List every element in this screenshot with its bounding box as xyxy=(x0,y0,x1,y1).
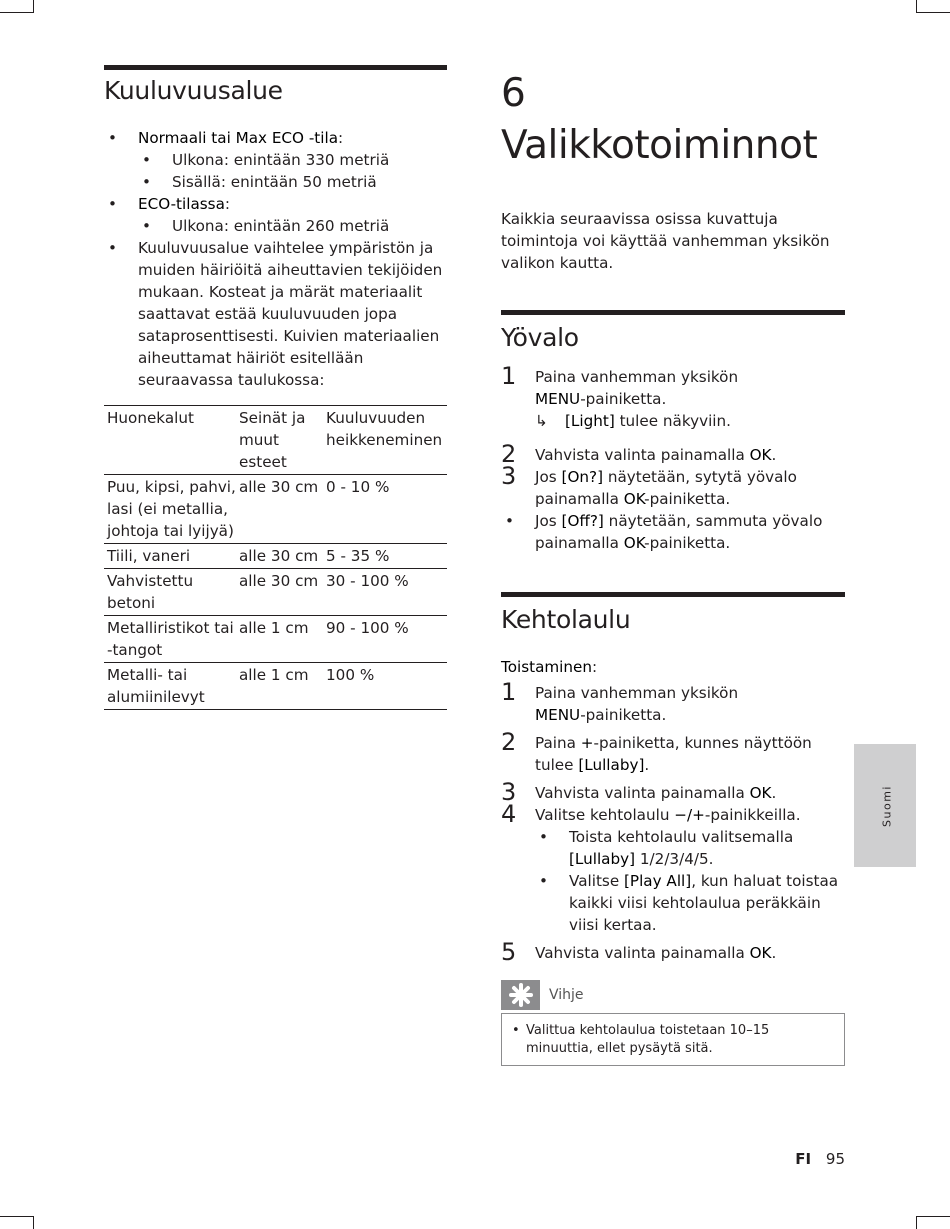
subheading: Toistaminen: xyxy=(501,658,598,676)
table-cell: 0 - 10 % xyxy=(323,475,447,544)
crop-mark xyxy=(916,0,917,12)
table-cell: Tiili, vaneri xyxy=(104,544,236,569)
step-number: 3 xyxy=(501,462,517,490)
tip-content: • Valittua kehtolaulua toistetaan 10–15 minuuttia, ellet pysäytä sitä. xyxy=(501,1013,845,1066)
section-heading-kuuluvuusalue: Kuuluvuusalue xyxy=(104,76,283,105)
page-footer xyxy=(760,1150,845,1168)
crop-mark xyxy=(916,1216,917,1229)
table-cell: 5 - 35 % xyxy=(323,544,447,569)
table-row xyxy=(104,569,447,616)
step-item: 3 Jos [On?] näytetään, sytytä yövalo painamalla OK-painiketta. xyxy=(501,462,797,508)
table-row xyxy=(104,616,447,663)
table-cell: alle 1 cm xyxy=(236,663,323,710)
section-heading-kehtolaulu: Kehtolaulu xyxy=(501,605,631,634)
step-number: 1 xyxy=(501,362,517,390)
crop-mark xyxy=(33,0,34,12)
table-cell: 100 % xyxy=(323,663,447,710)
tip-icon xyxy=(501,980,540,1010)
step-number: 4 xyxy=(501,800,517,828)
table-cell: Metalli- tai alumiinilevyt xyxy=(104,663,236,710)
crop-mark xyxy=(916,12,950,13)
table-header-row xyxy=(104,406,447,475)
table-row xyxy=(104,475,447,544)
sub-list-item: • Valitse [Play All], kun haluat toistaa kaikki viisi kehtolaulua peräkkäin viisi kertaa. xyxy=(539,872,839,934)
range-list xyxy=(104,127,447,391)
result-line: ↳ [Light] tulee näkyviin. xyxy=(535,412,731,430)
tip-header xyxy=(501,980,845,1010)
crop-mark xyxy=(0,1216,34,1217)
section-rule xyxy=(501,310,845,315)
table-cell: alle 1 cm xyxy=(236,616,323,663)
step-item: 1 Paina vanhemman yksikön MENU-painiketta. ↳ [Light] tulee näkyviin. xyxy=(501,366,845,432)
page-number: 95 xyxy=(825,1150,845,1168)
table-row xyxy=(104,544,447,569)
crop-mark xyxy=(0,12,34,13)
list-item: • Jos [Off?] näytetään, sammuta yövalo painamalla OK-painiketta. xyxy=(505,512,823,552)
table-cell: 30 - 100 % xyxy=(323,569,447,616)
tip-box xyxy=(501,980,845,1066)
table-cell: Metalliristikot tai -tangot xyxy=(104,616,236,663)
table-header: Huonekalut xyxy=(104,406,236,475)
chapter-title: 6Valikkotoiminnot xyxy=(501,71,818,168)
section-rule xyxy=(501,592,845,597)
step-item: 2 Vahvista valinta painamalla OK. xyxy=(501,440,777,468)
crop-mark xyxy=(33,1216,34,1229)
yovalo-steps xyxy=(501,362,845,554)
language-side-tab: Suomi xyxy=(854,744,916,867)
step-number: 2 xyxy=(501,728,517,756)
step-number: 1 xyxy=(501,678,517,706)
attenuation-table xyxy=(104,405,447,710)
kehtolaulu-steps xyxy=(501,656,845,964)
tip-label: Vihje xyxy=(549,987,584,1003)
sub-list-item: • Toista kehtolaulu valitsemalla [Lullaby] 1/2/3/4/5. xyxy=(539,828,794,868)
list-item: • ECO-tilassa: xyxy=(108,195,231,213)
step-number: 5 xyxy=(501,938,517,966)
sub-list-item: • Ulkona: enintään 260 metriä xyxy=(142,217,390,235)
left-column xyxy=(104,65,447,710)
arrow-icon: ↳ xyxy=(535,412,548,430)
table-cell: Vahvistettu betoni xyxy=(104,569,236,616)
step-item: 2 Paina +-painiketta, kunnes näyttöön tulee [Lullaby]. xyxy=(501,728,812,774)
table-cell: alle 30 cm xyxy=(236,475,323,544)
asterisk-icon xyxy=(509,983,533,1007)
chapter-intro: Kaikkia seuraavissa osissa kuvattuja toimintoja voi käyttää vanhemman yksikön valikon kautta. xyxy=(501,210,830,272)
right-column xyxy=(501,68,845,1066)
footer-language: FI xyxy=(795,1150,812,1168)
section-heading-yovalo: Yövalo xyxy=(501,323,579,352)
step-item: 5 Vahvista valinta painamalla OK. xyxy=(501,938,777,966)
table-cell: alle 30 cm xyxy=(236,569,323,616)
step-number: 2 xyxy=(501,440,517,468)
section-rule xyxy=(104,65,447,70)
step-item: 3 Vahvista valinta painamalla OK. xyxy=(501,778,777,806)
list-item: • Kuuluvuusalue vaihtelee ympäristön ja muiden häiriöitä aiheuttavien tekijöiden mukaan. Kosteat ja märät materiaalit saattavat estää kuuluvuuden jopa sataprosenttisesti. Kuivien materiaalien aiheuttamat häiriöt esitellään seuraavassa taulukossa: xyxy=(108,239,443,389)
crop-mark xyxy=(916,1216,950,1217)
table-cell: 90 - 100 % xyxy=(323,616,447,663)
sub-list-item: • Sisällä: enintään 50 metriä xyxy=(142,173,377,191)
list-item: • Normaali tai Max ECO -tila: xyxy=(108,129,344,147)
step-number: 3 xyxy=(501,778,517,806)
table-row xyxy=(104,663,447,710)
table-cell: Puu, kipsi, pahvi, lasi (ei metallia, johtoja tai lyijyä) xyxy=(104,475,236,544)
sub-list-item: • Ulkona: enintään 330 metriä xyxy=(142,151,390,169)
table-header: Seinät ja muut esteet xyxy=(236,406,323,475)
table-header: Kuuluvuuden heikkeneminen xyxy=(323,406,447,475)
step-item: 1 Paina vanhemman yksikön MENU-painiketta. xyxy=(501,678,739,724)
step-item: 4 Valitse kehtolaulu −/+-painikkeilla. xyxy=(501,800,801,828)
table-cell: alle 30 cm xyxy=(236,544,323,569)
